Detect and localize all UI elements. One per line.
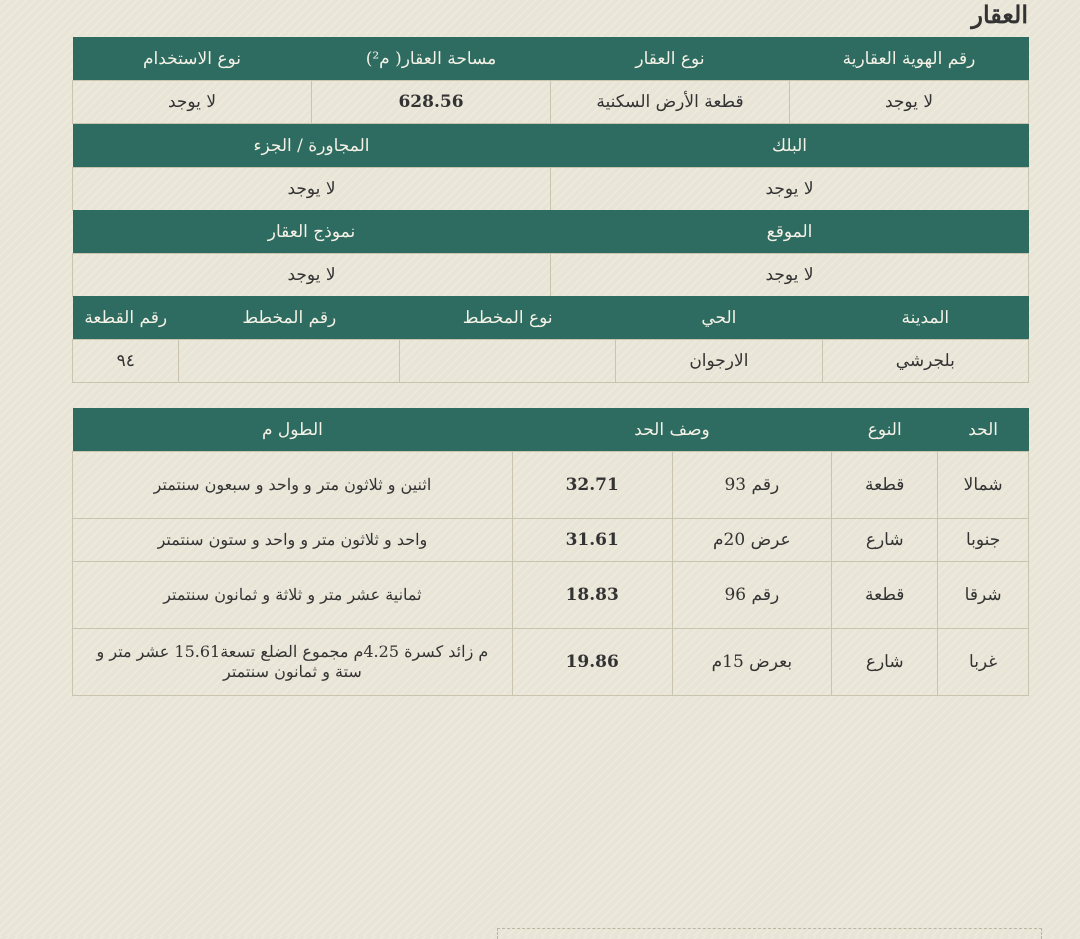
- bound-type: شارع: [832, 629, 938, 696]
- value-usage-type: لا يوجد: [73, 81, 312, 124]
- bound-length-text: واحد و ثلاثون متر و واحد و ستون سنتمتر: [73, 519, 513, 562]
- value-plot-number: ٩٤: [73, 340, 179, 383]
- bound-type: قطعة: [832, 562, 938, 629]
- bound-length-text: اثنين و ثلاثون متر و واحد و سبعون سنتمتر: [73, 452, 513, 519]
- header-plot-number: رقم القطعة: [73, 296, 179, 340]
- header-description: وصف الحد: [512, 408, 831, 452]
- header-property-id: رقم الهوية العقارية: [790, 37, 1029, 81]
- bounds-section: [72, 408, 1029, 696]
- bound-length-value: 19.86: [512, 629, 672, 696]
- location-table: [72, 210, 1029, 297]
- bound-description: بعرض 15م: [672, 629, 832, 696]
- value-district: الارجوان: [616, 340, 822, 383]
- property-table: [72, 37, 1029, 124]
- table-row: [73, 452, 1029, 519]
- bound-description: عرض 20م: [672, 519, 832, 562]
- bound-type: قطعة: [832, 452, 938, 519]
- table-row: [73, 629, 1029, 696]
- value-property-area: 628.56: [312, 81, 551, 124]
- header-usage-type: نوع الاستخدام: [73, 37, 312, 81]
- page-title: العقار: [971, 0, 1028, 29]
- value-neighborhood-part: لا يوجد: [73, 168, 551, 211]
- city-table: [72, 296, 1029, 383]
- value-property-model: لا يوجد: [73, 254, 551, 297]
- value-city: بلجرشي: [822, 340, 1028, 383]
- header-property-area: مساحة العقار( م²): [312, 37, 551, 81]
- bound-side: شمالا: [938, 452, 1029, 519]
- bound-description: رقم 96: [672, 562, 832, 629]
- bound-length-text: م زائد كسرة 4.25م مجموع الضلع تسعة15.61 عشر متر و ستة و ثمانون سنتمتر: [73, 629, 513, 696]
- value-plan-type: [400, 340, 616, 383]
- property-info-section: [72, 37, 1029, 124]
- header-plan-type: نوع المخطط: [400, 296, 616, 340]
- header-block: البلك: [551, 124, 1029, 168]
- bound-side: شرقا: [938, 562, 1029, 629]
- header-district: الحي: [616, 296, 822, 340]
- bound-type: شارع: [832, 519, 938, 562]
- header-location: الموقع: [551, 210, 1029, 254]
- value-plan-number: [179, 340, 400, 383]
- block-section: [72, 124, 1029, 211]
- header-length: الطول م: [73, 408, 513, 452]
- bound-length-text: ثمانية عشر متر و ثلاثة و ثمانون سنتمتر: [73, 562, 513, 629]
- bound-length-value: 32.71: [512, 452, 672, 519]
- faint-bottom-outline: [497, 928, 1042, 939]
- block-table: [72, 124, 1029, 211]
- header-neighborhood-part: المجاورة / الجزء: [73, 124, 551, 168]
- bound-description: رقم 93: [672, 452, 832, 519]
- header-property-model: نموذج العقار: [73, 210, 551, 254]
- bound-length-value: 31.61: [512, 519, 672, 562]
- table-row: [73, 562, 1029, 629]
- header-property-type: نوع العقار: [551, 37, 790, 81]
- bounds-table: [72, 408, 1029, 696]
- bound-side: جنوبا: [938, 519, 1029, 562]
- bound-side: غربا: [938, 629, 1029, 696]
- location-section: [72, 210, 1029, 297]
- value-block: لا يوجد: [551, 168, 1029, 211]
- value-property-id: لا يوجد: [790, 81, 1029, 124]
- bound-length-value: 18.83: [512, 562, 672, 629]
- header-plan-number: رقم المخطط: [179, 296, 400, 340]
- value-location: لا يوجد: [551, 254, 1029, 297]
- city-section: [72, 296, 1029, 383]
- value-property-type: قطعة الأرض السكنية: [551, 81, 790, 124]
- header-type: النوع: [832, 408, 938, 452]
- header-city: المدينة: [822, 296, 1028, 340]
- header-side: الحد: [938, 408, 1029, 452]
- table-row: [73, 519, 1029, 562]
